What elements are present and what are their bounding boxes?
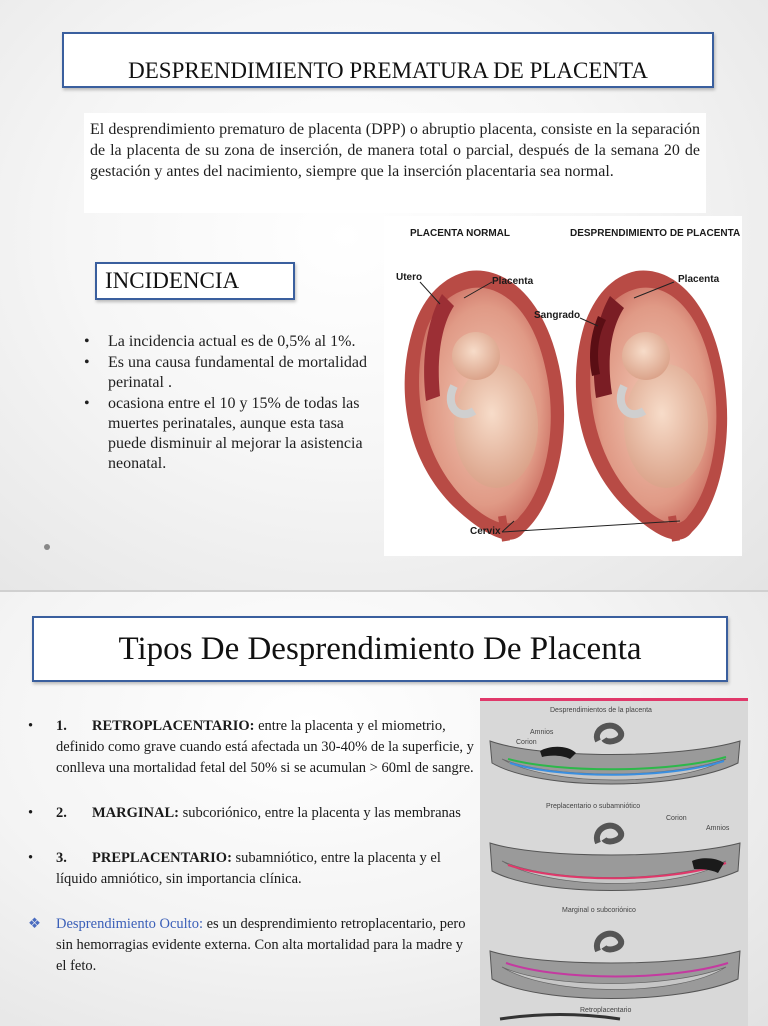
list-item: • 2. MARGINAL: subcoriónico, entre la placenta y las membranas (24, 803, 474, 824)
diamond-bullet-icon: ❖ (28, 916, 41, 932)
uterus-illustration-svg (384, 216, 742, 556)
label-desprendimiento: DESPRENDIMIENTO DE PLACENTA (570, 228, 741, 239)
slide-2-title: Tipos De Desprendimiento De Placenta (32, 616, 728, 682)
incidencia-heading: INCIDENCIA (95, 262, 295, 300)
label-placenta-normal: PLACENTA NORMAL (410, 228, 510, 239)
label-sangrado: Sangrado (534, 310, 581, 321)
oculto-name: Desprendimiento Oculto: (56, 916, 203, 932)
type-description: entre la placenta y el miometrio, definido como grave cuando está afectada un 30-40% de la superficie, y conlleva una mortalidad fetal del 50% si se acumulan > 60ml de sangre. (56, 718, 474, 776)
diagram-preplacentario (490, 726, 740, 784)
list-item: • Es una causa fundamental de mortalidad perinatal . (82, 353, 382, 393)
label-amnios-1: Amnios (530, 729, 554, 736)
label-placenta-left: Placenta (492, 276, 534, 287)
type-name: MARGINAL: (92, 805, 179, 821)
intro-paragraph: El desprendimiento prematuro de placenta (DPP) o abruptio placenta, consiste en la separación de la placenta de su zona de inserción, de manera total o parcial, después de la semana 20 de gestación y antes del nacimiento, siempre que la inserción placentaria sea normal. (84, 113, 706, 213)
oculto-description: es un desprendimiento retroplacentario, pero sin hemorragias evidente externa. Con alta mortalidad para la madre y el feto. (56, 916, 466, 974)
type-number: 2. (56, 805, 67, 821)
label-placenta-right: Placenta (678, 274, 720, 285)
type-description: subamniótico, entre la placenta y el líquido amniótico, sin importancia clínica. (56, 850, 441, 887)
list-item: • La incidencia actual es de 0,5% al 1%. (82, 332, 382, 352)
type-number: 3. (56, 850, 67, 866)
abruption-types-illustration (480, 698, 748, 1026)
bullet-dot (44, 544, 50, 550)
caption-top: Desprendimientos de la placenta (550, 707, 652, 714)
label-cervix: Cervix (470, 526, 501, 537)
list-item: • ocasiona entre el 10 y 15% de todas las muertes perinatales, aunque esta tasa puede disminuir al mejorar la asistencia neonatal. (82, 394, 382, 474)
type-name: RETROPLACENTARIO: (92, 718, 255, 734)
label-utero: Utero (396, 272, 423, 283)
list-item: • 1. RETROPLACENTARIO: entre la placenta y el miometrio, definido como grave cuando está afectada un 30-40% de la superficie, y conlleva una mortalidad fetal del 50% si se acumulan > 60ml de sangre. (28, 718, 474, 776)
list-item: • 3. PREPLACENTARIO: subamniótico, entre la placenta y el líquido amniótico, sin importancia clínica. (28, 850, 441, 887)
label-corion-1: Corion (516, 739, 537, 746)
caption-3: Retroplacentario (580, 1007, 632, 1014)
caption-1: Preplacentario o subamniótico (546, 803, 641, 810)
type-number: 1. (56, 718, 67, 734)
abruption-uterus-drawing (576, 270, 727, 541)
type-name: PREPLACENTARIO: (92, 850, 232, 866)
caption-2: Marginal o subcoriónico (562, 907, 636, 914)
oculto-item (24, 914, 474, 977)
abruption-types-svg (480, 701, 748, 1026)
slide-1-title: DESPRENDIMIENTO PREMATURA DE PLACENTA (62, 32, 714, 88)
diagram-marginal (490, 826, 740, 891)
types-list (24, 716, 474, 977)
label-amnios-2: Amnios (706, 825, 730, 832)
slide-2 (0, 590, 768, 1026)
incidencia-list (82, 332, 382, 475)
type-description: subcoriónico, entre la placenta y las membranas (179, 805, 461, 821)
label-corion-2: Corion (666, 815, 687, 822)
uterus-illustration (384, 216, 742, 556)
